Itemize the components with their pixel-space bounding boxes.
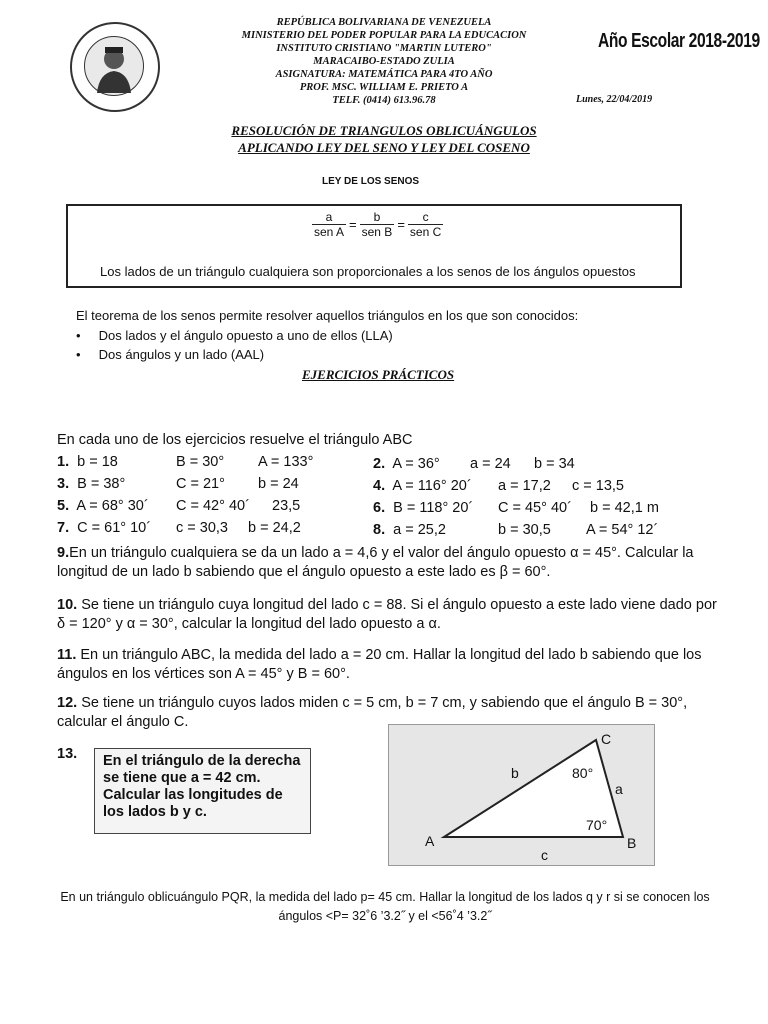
exercise-3: 3. B = 38° [57, 476, 126, 492]
section-title: LEY DE LOS SENOS [322, 176, 420, 187]
header-line: ASIGNATURA: MATEMÁTICA PARA 4TO AÑO [275, 69, 493, 80]
exercise-2-value: a = 24 [470, 456, 511, 472]
exercise-8-value: b = 30,5 [498, 522, 551, 538]
angle-c-label: 80° [572, 765, 594, 781]
header-line: TELF. (0414) 613.96.78 [332, 95, 436, 106]
exercise-6-value: b = 42,1 m [590, 500, 659, 516]
exercise-4-value: a = 17,2 [498, 478, 551, 494]
exercise-3-value: C = 21° [176, 476, 225, 492]
law-statement: Los lados de un triángulo cualquiera son proporcionales a los senos de los ángulos opuestos [100, 264, 636, 279]
angle-b-label: 70° [586, 817, 608, 833]
problem-12: 12. Se tiene un triángulo cuyos lados miden c = 5 cm, b = 7 cm, y sabiendo que el ángulo B = 30°, calcular el ángulo C. [57, 695, 688, 730]
law-of-sines-formula: $\frac{a}{\text{sen A}}$ = $\frac{b}{\text{sen B}}$ = $\frac{c}{\text{sen C}}$ [314, 210, 442, 239]
vertex-a-label: A [425, 833, 435, 849]
exercise-5-value: 23,5 [272, 498, 301, 514]
exercise-8: 8. a = 25,2 [373, 522, 446, 538]
exercise-6-value: C = 45° 40´ [498, 500, 572, 516]
exercise-1-value: B = 30° [176, 454, 225, 470]
bullet-item: • Dos ángulos y un lado (AAL) [76, 347, 265, 362]
vertex-b-label: B [627, 835, 637, 851]
exercise-4-value: c = 13,5 [572, 478, 624, 494]
problem-9: 9.En un triángulo cualquiera se da un lado a = 4,6 y el valor del ángulo opuesto α = 45°. Calcular la longitud de un lado b sabiendo que el ángulo opuesto a este lado es β = 60°. [57, 545, 694, 580]
exercise-7-value: b = 24,2 [248, 520, 301, 536]
header-line: MINISTERIO DEL PODER POPULAR PARA LA EDUCACION [241, 30, 527, 41]
exercise-5: 5. A = 68° 30´ [57, 498, 149, 514]
exercise-4: 4. A = 116° 20´ [373, 478, 472, 494]
exercise-7: 7. C = 61° 10´ [57, 520, 152, 536]
exercise-1-value: A = 133° [258, 454, 314, 470]
exercise-8-value: A = 54° 12´ [586, 522, 659, 538]
side-b-label: b [511, 765, 519, 781]
exercise-2: 2. A = 36° [373, 456, 440, 472]
date: Lunes, 22/04/2019 [576, 94, 653, 105]
fraction-a: $\frac{a}{\text{sen A}}$ [314, 210, 345, 239]
header-line: PROF. MSC. WILLIAM E. PRIETO A [299, 82, 469, 93]
header-line: INSTITUTO CRISTIANO "MARTIN LUTERO" [276, 43, 492, 54]
instruction: En cada uno de los ejercicios resuelve el triángulo ABC [57, 432, 413, 448]
intro-text: El teorema de los senos permite resolver aquellos triángulos en los que son conocidos: [76, 308, 579, 323]
problem-13-box [94, 748, 311, 834]
fraction-b: $\frac{b}{\text{sen B}}$ [361, 210, 393, 239]
side-a-label: a [615, 781, 623, 797]
exercises-title: EJERCICIOS PRÁCTICOS [302, 367, 455, 382]
title-line-1: RESOLUCIÓN DE TRIANGULOS OBLICUÁNGULOS [231, 123, 537, 138]
exercise-6: 6. B = 118° 20´ [373, 500, 474, 516]
exercise-3-value: b = 24 [258, 476, 299, 492]
final-problem: En un triángulo oblicuángulo PQR, la medida del lado p= 45 cm. Hallar la longitud de los lados q y r si se conocen los ángulos <P= 32˚6 ’3.2˝ y el <56˚4 ’3.2˝ [60, 890, 710, 923]
triangle-figure [388, 724, 655, 866]
vertex-c-label: C [601, 731, 612, 747]
side-c-label: c [541, 847, 548, 863]
exercise-7-value: c = 30,3 [176, 520, 228, 536]
problem-13-number: 13. [57, 746, 78, 762]
problem-10: 10. Se tiene un triángulo cuya longitud del lado c = 88. Si el ángulo opuesto a este lado viene dado por δ = 120° y α = 30°, calcular la longitud del lado opuesto a α. [57, 597, 717, 632]
problem-11: 11. En un triángulo ABC, la medida del lado a = 20 cm. Hallar la longitud del lado b sabiendo que los ángulos en los vértices son A = 45° y B = 60°. [57, 647, 702, 682]
header-line: REPÚBLICA BOLIVARIANA DE VENEZUELA [276, 17, 492, 28]
title-line-2: APLICANDO LEY DEL SENO Y LEY DEL COSENO [238, 140, 530, 155]
bullet-item: • Dos lados y el ángulo opuesto a uno de ellos (LLA) [76, 328, 393, 343]
exercise-2-value: b = 34 [534, 456, 575, 472]
header-line: MARACAIBO-ESTADO ZULIA [313, 56, 455, 67]
school-year: Año Escolar 2018-2019 [598, 30, 760, 52]
exercise-5-value: C = 42° 40´ [176, 498, 250, 514]
exercise-1: 1. b = 18 [57, 454, 118, 470]
fraction-c: $\frac{c}{\text{sen C}}$ [409, 210, 442, 239]
problem-13-text: En el triángulo de la derecha se tiene que a = 42 cm. Calcular las longitudes de los lados b y c. [103, 753, 301, 820]
